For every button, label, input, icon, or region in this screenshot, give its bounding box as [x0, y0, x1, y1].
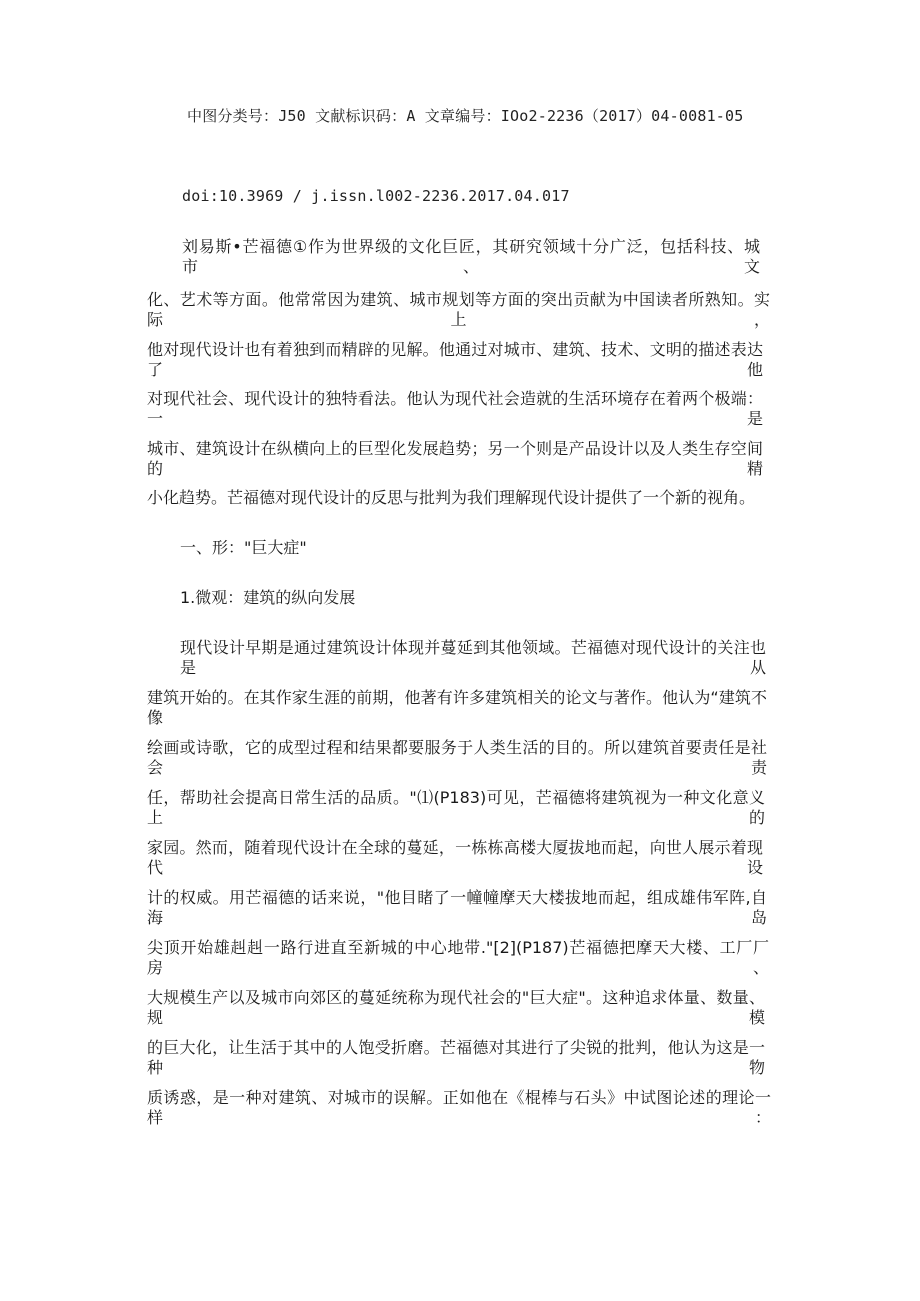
paragraph-line: 他对现代设计也有着独到而精辟的见解。他通过对城市、建筑、技术、文明的描述表达了他: [147, 340, 763, 379]
paragraph-line: 家园。然而，随着现代设计在全球的蔓延，一栋栋高楼大厦拔地而起，向世人展示着现代设: [147, 838, 763, 877]
paragraph-line: 建筑开始的。在其作家生涯的前期，他著有许多建筑相关的论文与著作。他认为“建筑不像: [147, 688, 767, 727]
paragraph-line: 小化趋势。芒福德对现代设计的反思与批判为我们理解现代设计提供了一个新的视角。: [147, 488, 756, 507]
paragraph-line: 大规模生产以及城市向郊区的蔓延统称为现代社会的"巨大症"。这种追求体量、数量、规模: [147, 988, 765, 1027]
section-heading: 一、形："巨大症": [180, 538, 307, 557]
doi-line: doi:10.3969 / j.issn.l002-2236.2017.04.017: [182, 187, 570, 205]
paragraph-line: 刘易斯•芒福德①作为世界级的文化巨匠，其研究领域十分广泛，包括科技、城市、文: [182, 237, 760, 276]
paragraph-line: 城市、建筑设计在纵横向上的巨型化发展趋势；另一个则是产品设计以及人类生存空间的精: [147, 439, 763, 478]
paragraph-line: 对现代社会、现代设计的独特看法。他认为现代社会造就的生活环境存在着两个极端：一是: [147, 389, 763, 428]
paragraph-line: 的巨大化，让生活于其中的人饱受折磨。芒福德对其进行了尖锐的批判，他认为这是一种物: [147, 1038, 765, 1077]
paragraph-line: 计的权威。用芒福德的话来说，"他目睹了一幢幢摩天大楼拔地而起，组成雄伟军阵,自海岛: [147, 888, 767, 927]
paragraph-line: 现代设计早期是通过建筑设计体现并蔓延到其他领域。芒福德对现代设计的关注也是从: [180, 638, 766, 677]
paragraph-line: 质诱惑，是一种对建筑、对城市的误解。正如他在《棍棒与石头》中试图论述的理论一样：: [147, 1088, 771, 1127]
paragraph-line: 尖顶开始雄赳赳一路行进直至新城的中心地带."[2](P187)芒福德把摩天大楼、工厂厂房、: [147, 938, 769, 977]
paragraph-line: 绘画或诗歌，它的成型过程和结果都要服务于人类生活的目的。所以建筑首要责任是社会责: [147, 738, 767, 777]
paragraph-line: 任，帮助社会提高日常生活的品质。"⑴(P183)可见，芒福德将建筑视为一种文化意义上的: [147, 788, 765, 827]
subsection-heading: 1.微观：建筑的纵向发展: [180, 588, 356, 607]
classification-line: 中图分类号：J50 文献标识码：A 文章编号：IOo2-2236（2017）04-0081-05: [187, 107, 744, 125]
paragraph-line: 化、艺术等方面。他常常因为建筑、城市规划等方面的突出贡献为中国读者所熟知。实际上，: [147, 290, 770, 329]
